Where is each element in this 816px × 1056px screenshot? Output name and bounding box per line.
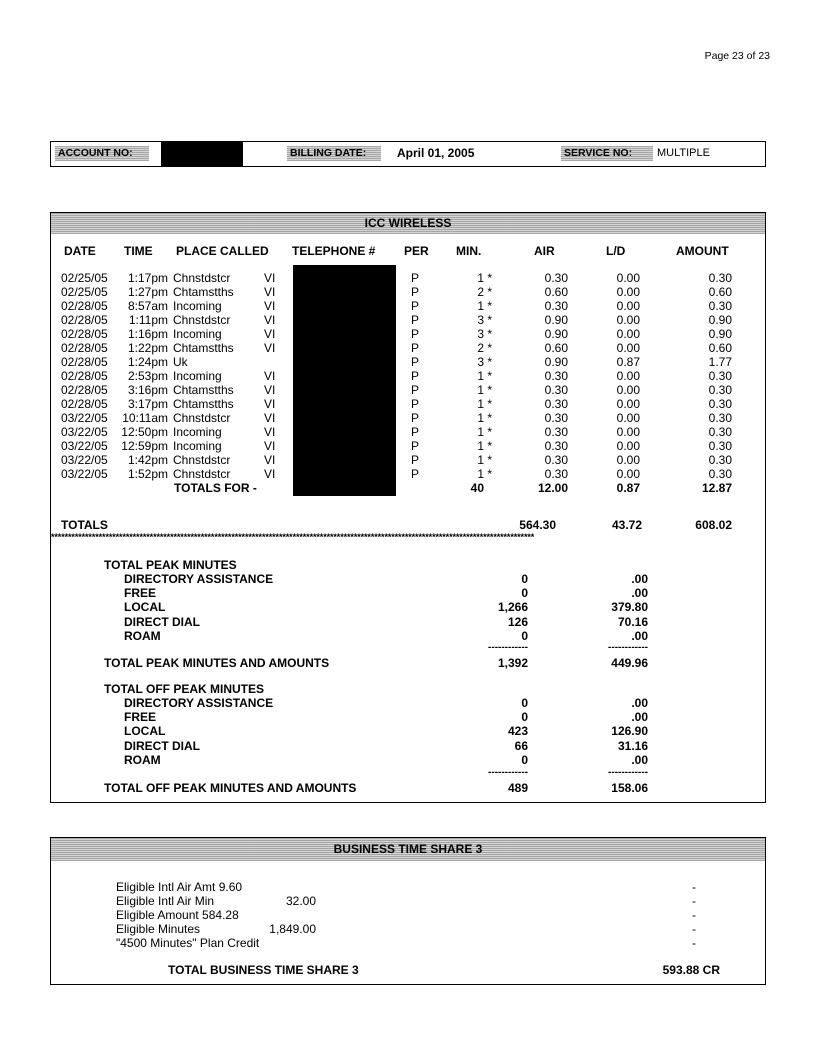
call-ld: 0.00 [616,397,640,411]
call-air: 0.30 [544,439,568,453]
call-st: VI [264,453,276,467]
call-air: 0.30 [544,397,568,411]
call-per: P [411,313,420,327]
call-per: P [411,369,420,383]
call-date: 02/28/05 [61,341,108,355]
bts-line-right: - [692,908,696,922]
call-air: 0.30 [544,299,568,313]
col-ld: L/D [606,244,626,258]
peak-item-min: 0 [521,586,528,601]
offpeak-item-amt: 126.90 [611,724,648,739]
call-amount: 0.30 [708,397,732,411]
call-amount: 0.30 [708,383,732,397]
call-min: 2 * [477,341,492,355]
call-air: 0.60 [544,341,568,355]
call-time: 8:57am [127,299,168,313]
service-no-value: MULTIPLE [657,147,710,159]
call-place: Chtamstths [173,383,234,397]
icc-section-title: ICC WIRELESS [51,213,765,234]
call-amount: 0.30 [708,299,732,313]
bts-line-label: Eligible Intl Air Amt 9.60 [116,880,243,894]
call-date: 02/28/05 [61,383,108,397]
call-air: 0.90 [544,327,568,341]
call-air: 0.30 [544,467,568,481]
call-min: 1 * [477,299,492,313]
col-telephone: TELEPHONE # [292,244,376,258]
call-time: 12:59pm [121,439,168,453]
peak-item-label: ROAM [124,628,161,643]
bts-line-label: Eligible Intl Air Min [116,894,215,908]
offpeak-item-label: ROAM [124,752,161,767]
bts-line [0,894,816,908]
peak-item-row [0,572,816,586]
call-time: 1:16pm [127,327,168,341]
call-row [0,411,816,425]
call-st: VI [264,397,276,411]
peak-dash-row [0,643,816,653]
call-air: 0.30 [544,411,568,425]
bts-line [0,880,816,894]
call-place: Uk [173,355,188,369]
call-ld: 0.00 [616,369,640,383]
call-date: 03/22/05 [61,411,108,425]
call-per: P [411,439,420,453]
call-st: VI [264,299,276,313]
offpeak-title: TOTAL OFF PEAK MINUTES [104,682,265,696]
call-st: VI [264,271,276,285]
call-date: 02/28/05 [61,397,108,411]
call-time: 1:11pm [128,313,168,327]
call-place: Incoming [173,299,222,313]
call-place: Incoming [173,369,222,383]
call-amount: 1.77 [708,355,732,369]
service-no-label: SERVICE NO: [561,146,653,161]
call-date: 03/22/05 [61,439,108,453]
call-min: 1 * [477,271,492,285]
call-st: VI [264,285,276,299]
col-date: DATE [64,244,96,258]
call-date: 02/28/05 [61,299,108,313]
bts-line-right: - [692,936,696,950]
peak-item-label: FREE [124,586,157,601]
call-st: VI [264,411,276,425]
offpeak-total-row [0,781,816,795]
col-per: PER [404,244,429,258]
peak-item-label: DIRECTORY ASSISTANCE [124,572,274,586]
offpeak-item-label: LOCAL [124,724,166,739]
call-st: VI [264,439,276,453]
page-number: Page 23 of 23 [704,50,770,62]
offpeak-item-row [0,753,816,767]
peak-title: TOTAL PEAK MINUTES [104,558,237,572]
call-place: Chnstdstcr [173,271,231,285]
col-air: AIR [534,244,555,258]
call-row [0,327,816,341]
bts-line-right: - [692,894,696,908]
totals-ld: 43.72 [611,518,642,532]
peak-item-row [0,615,816,629]
call-place: Incoming [173,439,222,453]
offpeak-dash-amt: ------------ [608,767,648,778]
call-min: 3 * [477,313,492,327]
call-air: 0.30 [544,369,568,383]
call-place: Chtamstths [173,285,234,299]
call-ld: 0.00 [616,299,640,313]
call-per: P [411,425,420,439]
call-ld: 0.00 [616,453,640,467]
offpeak-item-row [0,724,816,738]
account-no-label: ACCOUNT NO: [55,146,149,161]
call-min: 1 * [477,411,492,425]
call-amount: 0.30 [708,467,732,481]
call-amount: 0.30 [708,271,732,285]
peak-item-min: 0 [521,628,528,643]
call-time: 1:24pm [127,355,168,369]
totals-for-min: 40 [470,481,484,495]
call-row [0,397,816,411]
offpeak-item-min: 0 [521,710,528,725]
call-air: 0.30 [544,271,568,285]
call-amount: 0.30 [708,453,732,467]
offpeak-item-min: 0 [521,696,528,710]
call-place: Chnstdstcr [173,467,231,481]
call-min: 1 * [477,383,492,397]
call-amount: 0.90 [708,313,732,327]
peak-item-min: 126 [507,614,528,629]
peak-total-row [0,656,816,670]
peak-total-amt: 449.96 [611,656,648,670]
call-ld: 0.87 [616,355,640,369]
call-ld: 0.00 [616,341,640,355]
offpeak-item-label: FREE [124,710,157,725]
call-air: 0.30 [544,453,568,467]
peak-item-amt: .00 [631,572,648,586]
peak-total-min: 1,392 [497,656,528,670]
offpeak-item-amt: .00 [631,696,648,710]
call-per: P [411,327,420,341]
offpeak-dash-row [0,768,816,778]
call-ld: 0.00 [616,467,640,481]
call-min: 3 * [477,355,492,369]
bts-line-label: Eligible Minutes [116,922,201,936]
bts-line-value: 32.00 [285,894,316,908]
call-per: P [411,355,420,369]
peak-item-amt: 70.16 [617,614,648,629]
call-per: P [411,453,420,467]
call-row [0,271,816,285]
call-date: 03/22/05 [61,453,108,467]
call-st: VI [264,327,276,341]
call-ld: 0.00 [616,439,640,453]
bts-line-right: - [692,922,696,936]
call-per: P [411,341,420,355]
offpeak-item-amt: 31.16 [617,738,648,753]
call-date: 02/28/05 [61,355,108,369]
call-per: P [411,383,420,397]
call-amount: 0.60 [708,285,732,299]
col-amount: AMOUNT [676,244,729,258]
offpeak-dash-min: ------------ [488,767,528,778]
peak-item-row [0,600,816,614]
call-place: Incoming [173,425,222,439]
peak-item-label: LOCAL [124,600,166,615]
call-row [0,467,816,481]
call-amount: 0.30 [708,425,732,439]
peak-item-row [0,586,816,600]
offpeak-item-amt: .00 [631,752,648,767]
peak-dash-min: ------------ [488,642,528,653]
offpeak-total-label: TOTAL OFF PEAK MINUTES AND AMOUNTS [104,781,357,795]
call-amount: 0.30 [708,411,732,425]
call-place: Chnstdstcr [173,313,231,327]
col-place: PLACE CALLED [176,244,269,258]
call-row [0,355,816,369]
call-ld: 0.00 [616,411,640,425]
totals-air: 564.30 [519,518,556,532]
account-header-box [50,141,766,167]
call-time: 10:11am [122,411,168,425]
totals-row [0,518,816,532]
call-time: 3:16pm [127,383,168,397]
call-st: VI [264,313,276,327]
bts-line-label: Eligible Amount 584.28 [116,908,239,922]
call-row [0,453,816,467]
call-time: 3:17pm [127,397,168,411]
call-row [0,299,816,313]
call-date: 02/28/05 [61,313,108,327]
bts-line-value: 1,849.00 [269,922,316,936]
offpeak-total-amt: 158.06 [611,781,648,795]
call-min: 1 * [477,439,492,453]
call-per: P [411,271,420,285]
call-date: 02/25/05 [61,285,108,299]
call-amount: 0.90 [708,327,732,341]
bts-line-right: - [692,880,696,894]
call-place: Chnstdstcr [173,453,231,467]
call-amount: 0.60 [708,341,732,355]
peak-item-amt: 379.80 [611,600,648,615]
call-time: 1:22pm [127,341,168,355]
call-st: VI [264,467,276,481]
call-place: Chtamstths [173,397,234,411]
call-time: 2:53pm [127,369,168,383]
offpeak-item-min: 0 [521,752,528,767]
call-time: 1:42pm [127,453,168,467]
call-st: VI [264,369,276,383]
offpeak-item-row [0,710,816,724]
totals-for-ld: 0.87 [616,481,640,495]
call-row [0,369,816,383]
bts-line [0,922,816,936]
call-ld: 0.00 [616,383,640,397]
call-ld: 0.00 [616,271,640,285]
call-place: Incoming [173,327,222,341]
account-no-redacted [161,142,243,166]
call-per: P [411,397,420,411]
offpeak-item-min: 66 [514,738,528,753]
bts-total-label: TOTAL BUSINESS TIME SHARE 3 [168,963,359,977]
call-ld: 0.00 [616,285,640,299]
call-air: 0.30 [544,425,568,439]
call-air: 0.90 [544,313,568,327]
call-time: 12:50pm [121,425,168,439]
peak-total-label: TOTAL PEAK MINUTES AND AMOUNTS [104,656,330,670]
bts-line [0,908,816,922]
call-time: 1:27pm [127,285,168,299]
col-time: TIME [124,244,153,258]
call-min: 2 * [477,285,492,299]
call-min: 1 * [477,369,492,383]
call-date: 03/22/05 [61,467,108,481]
call-date: 02/28/05 [61,327,108,341]
call-row [0,285,816,299]
call-min: 1 * [477,425,492,439]
billing-date-value: April 01, 2005 [397,146,475,160]
totals-amount: 608.02 [695,518,732,532]
call-per: P [411,299,420,313]
totals-for-air: 12.00 [537,481,568,495]
call-time: 1:52pm [127,467,168,481]
call-date: 02/25/05 [61,271,108,285]
call-ld: 0.00 [616,425,640,439]
bts-section-title: BUSINESS TIME SHARE 3 [51,838,765,861]
call-per: P [411,285,420,299]
peak-item-label: DIRECT DIAL [124,614,200,629]
bts-line-label: "4500 Minutes" Plan Credit [116,936,260,950]
bts-total-value: 593.88 CR [662,963,720,977]
offpeak-item-amt: .00 [631,710,648,725]
peak-item-min: 0 [521,572,528,586]
call-place: Chtamstths [173,341,234,355]
call-min: 3 * [477,327,492,341]
totals-for-label: TOTALS FOR - [174,481,257,495]
call-air: 0.30 [544,383,568,397]
offpeak-item-min: 423 [507,724,528,739]
bts-line [0,936,816,950]
call-row [0,425,816,439]
call-air: 0.60 [544,285,568,299]
call-amount: 0.30 [708,369,732,383]
call-st: VI [264,383,276,397]
peak-item-amt: .00 [631,628,648,643]
call-min: 1 * [477,397,492,411]
call-place: Chnstdstcr [173,411,231,425]
offpeak-item-label: DIRECT DIAL [124,738,200,753]
call-row [0,439,816,453]
call-row [0,383,816,397]
call-time: 1:17pm [127,271,168,285]
peak-item-amt: .00 [631,586,648,601]
star-separator: ********************************************************************************************************************************************** [51,532,535,542]
billing-date-label: BILLING DATE: [287,146,381,161]
call-ld: 0.00 [616,313,640,327]
peak-item-min: 1,266 [497,600,528,615]
call-st: VI [264,341,276,355]
totals-for-amount: 12.87 [701,481,732,495]
peak-dash-amt: ------------ [608,642,648,653]
call-ld: 0.00 [616,327,640,341]
call-date: 02/28/05 [61,369,108,383]
offpeak-total-min: 489 [507,781,528,795]
call-min: 1 * [477,453,492,467]
bts-total-row [0,963,816,977]
call-amount: 0.30 [708,439,732,453]
call-min: 1 * [477,467,492,481]
call-date: 03/22/05 [61,425,108,439]
call-per: P [411,411,420,425]
offpeak-item-row [0,696,816,710]
totals-for-row [0,481,816,495]
call-air: 0.90 [544,355,568,369]
offpeak-item-label: DIRECTORY ASSISTANCE [124,696,274,710]
call-st: VI [264,425,276,439]
col-min: MIN. [456,244,482,258]
call-row [0,341,816,355]
call-row [0,313,816,327]
icc-column-headers [0,244,816,258]
offpeak-item-row [0,739,816,753]
peak-item-row [0,629,816,643]
totals-label: TOTALS [61,518,108,532]
call-per: P [411,467,420,481]
